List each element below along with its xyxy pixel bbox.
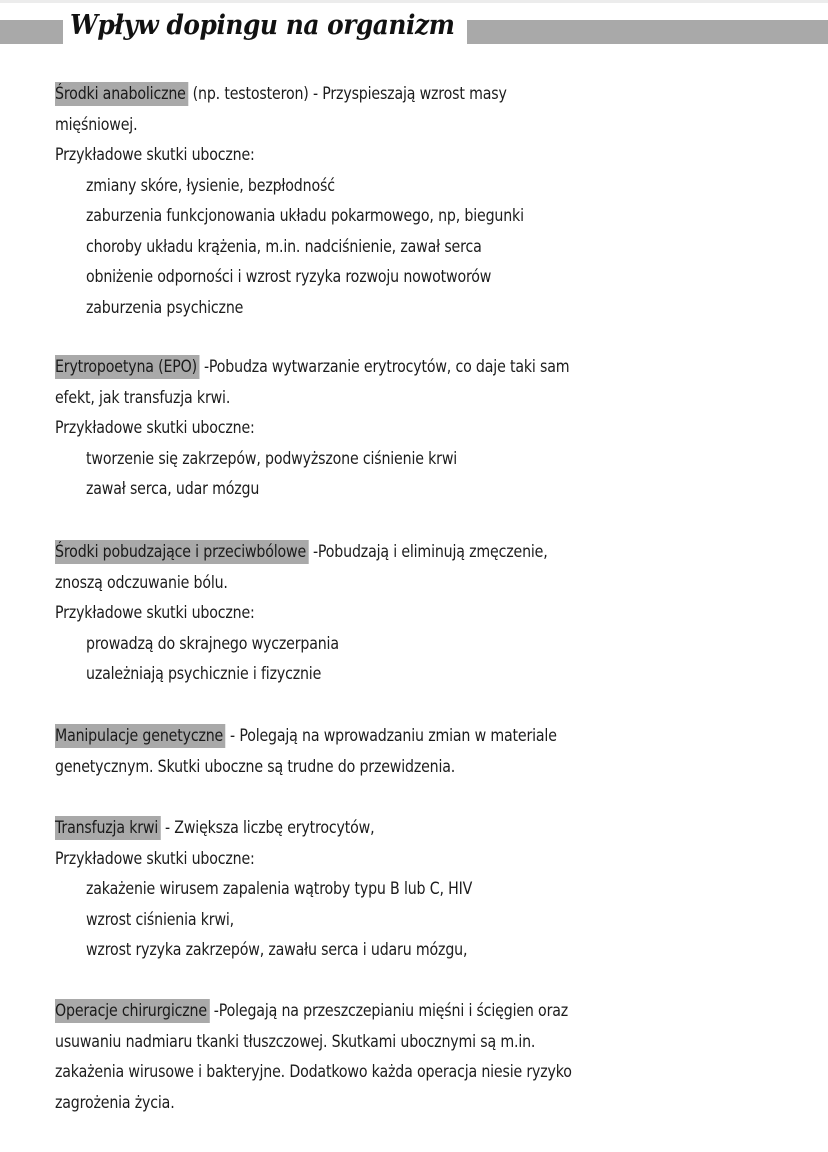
side-effects-label: Przykładowe skutki uboczne: xyxy=(55,418,255,437)
side-effect-item: wzrost ryzyka zakrzepów, zawału serca i udaru mózgu, xyxy=(86,940,468,959)
section-heading-line xyxy=(55,721,755,752)
section-genetic-manipulation xyxy=(55,721,755,782)
side-effect-item: zmiany skóre, łysienie, bezpłodność xyxy=(86,175,335,195)
title-bar-left-decoration xyxy=(0,20,63,44)
section-blood-transfusion xyxy=(55,813,755,966)
side-effect-item: obniżenie odporności i wzrost ryzyka rozwoju nowotworów xyxy=(86,267,492,286)
section-description-line: zakażenia wirusowe i bakteryjne. Dodatkowo każda operacja niesie ryzyko xyxy=(55,1062,572,1081)
section-heading-line xyxy=(55,813,755,844)
section-description-line: zagrożenia życia. xyxy=(55,1092,175,1112)
section-heading-line xyxy=(55,996,755,1027)
section-description-line: mięśniowej. xyxy=(55,114,138,134)
side-effect-item: uzależniają psychicznie i fizycznie xyxy=(86,664,322,683)
page-title: Wpływ dopingu na organizm xyxy=(70,10,455,41)
section-description: - Polegają na wprowadzaniu zmian w materiale xyxy=(225,726,557,745)
highlighted-term: Transfuzja krwi xyxy=(55,816,161,840)
section-description: -Polegają na przeszczepianiu mięśni i ścięgien oraz xyxy=(209,1001,569,1020)
highlighted-term: Erytropoetyna (EPO) xyxy=(55,355,200,379)
side-effects-label: Przykładowe skutki uboczne: xyxy=(55,603,255,622)
section-description: -Pobudzają i eliminują zmęczenie, xyxy=(308,542,548,561)
section-heading-line xyxy=(55,79,755,110)
side-effect-item: tworzenie się zakrzepów, podwyższone ciśnienie krwi xyxy=(86,448,458,468)
section-epo xyxy=(55,352,755,505)
highlighted-term: Manipulacje genetyczne xyxy=(55,724,226,748)
section-description: (np. testosteron) - Przyspieszają wzrost masy xyxy=(188,84,507,103)
section-stimulants-painkillers xyxy=(55,537,755,690)
section-heading-line xyxy=(55,537,755,568)
section-surgical-operations xyxy=(55,996,755,1118)
side-effect-item: zaburzenia psychiczne xyxy=(86,297,244,317)
section-description: - Zwiększa liczbę erytrocytów, xyxy=(160,818,375,837)
section-heading-line xyxy=(55,352,755,383)
title-band xyxy=(0,0,828,64)
side-effect-item: zaburzenia funkcjonowania układu pokarmowego, np, biegunki xyxy=(86,206,524,225)
section-description-line: usuwaniu nadmiaru tkanki tłuszczowej. Skutkami ubocznymi są m.in. xyxy=(55,1031,536,1051)
highlighted-term: Środki anaboliczne xyxy=(55,82,188,106)
section-description: -Pobudza wytwarzanie erytrocytów, co daje taki sam xyxy=(199,357,570,376)
section-description-line: genetycznym. Skutki uboczne są trudne do przewidzenia. xyxy=(55,756,456,776)
side-effect-item: zawał serca, udar mózgu xyxy=(86,479,260,498)
side-effect-item: prowadzą do skrajnego wyczerpania xyxy=(86,633,339,653)
side-effects-label: Przykładowe skutki uboczne: xyxy=(55,848,255,868)
section-anabolic-agents xyxy=(55,79,755,323)
side-effect-item: choroby układu krążenia, m.in. nadciśnienie, zawał serca xyxy=(86,236,482,256)
side-effect-item: wzrost ciśnienia krwi, xyxy=(86,909,235,929)
side-effects-label: Przykładowe skutki uboczne: xyxy=(55,145,255,164)
section-description-line: znoszą odczuwanie bólu. xyxy=(55,572,228,592)
title-bar-right-decoration xyxy=(467,20,828,44)
highlighted-term: Operacje chirurgiczne xyxy=(55,999,209,1023)
highlighted-term: Środki pobudzające i przeciwbólowe xyxy=(55,540,309,564)
section-description-line: efekt, jak transfuzja krwi. xyxy=(55,387,231,407)
side-effect-item: zakażenie wirusem zapalenia wątroby typu B lub C, HIV xyxy=(86,879,473,898)
